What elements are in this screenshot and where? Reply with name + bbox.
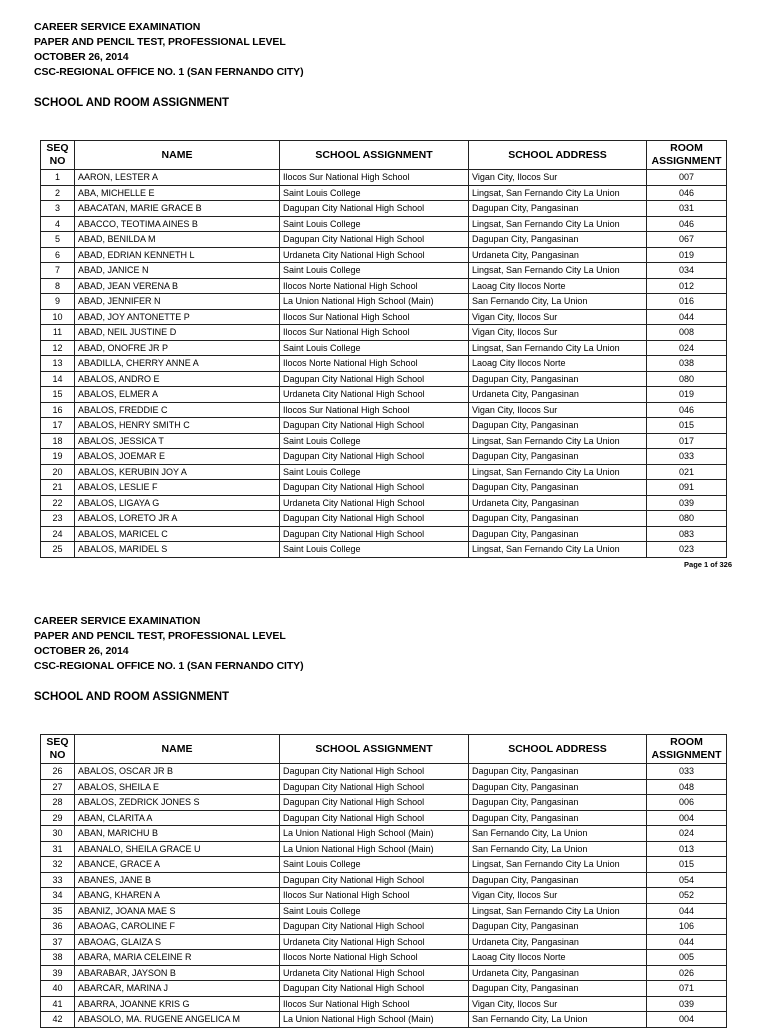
- name-cell: ABADILLA, CHERRY ANNE A: [75, 356, 280, 372]
- room-assignment-cell: 080: [647, 371, 727, 387]
- school-assignment-cell: Saint Louis College: [280, 542, 469, 558]
- exam-date: OCTOBER 26, 2014: [34, 645, 129, 657]
- table-row: [41, 387, 727, 403]
- room-assignment-cell: 033: [647, 764, 727, 780]
- table-row: [41, 526, 727, 542]
- school-assignment-cell: Dagupan City National High School: [280, 981, 469, 997]
- table-row: [41, 418, 727, 434]
- name-cell: ABANALO, SHEILA GRACE U: [75, 841, 280, 857]
- room-assignment-cell: 034: [647, 263, 727, 279]
- regional-office: CSC-REGIONAL OFFICE NO. 1 (SAN FERNANDO CITY): [34, 660, 304, 672]
- school-address-cell: Lingsat, San Fernando City La Union: [469, 340, 647, 356]
- seq-no-cell: 36: [41, 919, 75, 935]
- room-assignment-cell: 008: [647, 325, 727, 341]
- seq-no-cell: 3: [41, 201, 75, 217]
- name-cell: ABALOS, ZEDRICK JONES S: [75, 795, 280, 811]
- room-assignment-cell: 019: [647, 387, 727, 403]
- table-row: [41, 857, 727, 873]
- seq-no-cell: 15: [41, 387, 75, 403]
- seq-no-cell: 27: [41, 779, 75, 795]
- school-address-cell: Urdaneta City, Pangasinan: [469, 495, 647, 511]
- seq-no-cell: 35: [41, 903, 75, 919]
- seq-no-cell: 20: [41, 464, 75, 480]
- school-assignment-cell: Saint Louis College: [280, 857, 469, 873]
- school-address-cell: Dagupan City, Pangasinan: [469, 764, 647, 780]
- school-assignment-cell: Ilocos Sur National High School: [280, 170, 469, 186]
- section-title: SCHOOL AND ROOM ASSIGNMENT: [34, 97, 230, 109]
- school-assignment-cell: Dagupan City National High School: [280, 919, 469, 935]
- school-address-cell: Urdaneta City, Pangasinan: [469, 934, 647, 950]
- school-address-cell: Laoag City Ilocos Norte: [469, 950, 647, 966]
- table-row: [41, 1012, 727, 1028]
- room-assignment-cell: 004: [647, 810, 727, 826]
- name-cell: ABARA, MARIA CELEINE R: [75, 950, 280, 966]
- room-assignment-cell: 106: [647, 919, 727, 935]
- room-assignment-cell: 044: [647, 903, 727, 919]
- school-address-cell: Dagupan City, Pangasinan: [469, 371, 647, 387]
- school-assignment-cell: Ilocos Sur National High School: [280, 325, 469, 341]
- header-room-assignment: ROOM ASSIGNMENT: [647, 735, 727, 764]
- room-assignment-cell: 039: [647, 495, 727, 511]
- name-cell: ABANES, JANE B: [75, 872, 280, 888]
- school-address-cell: Vigan City, Ilocos Sur: [469, 402, 647, 418]
- name-cell: ABARRA, JOANNE KRIS G: [75, 996, 280, 1012]
- school-assignment-cell: Saint Louis College: [280, 464, 469, 480]
- room-assignment-cell: 021: [647, 464, 727, 480]
- name-cell: ABAD, ONOFRE JR P: [75, 340, 280, 356]
- seq-no-cell: 42: [41, 1012, 75, 1028]
- room-assignment-cell: 015: [647, 418, 727, 434]
- table-row: [41, 810, 727, 826]
- name-cell: AARON, LESTER A: [75, 170, 280, 186]
- room-assignment-cell: 039: [647, 996, 727, 1012]
- school-assignment-cell: Dagupan City National High School: [280, 371, 469, 387]
- header-school-assignment: SCHOOL ASSIGNMENT: [280, 141, 469, 170]
- school-assignment-cell: Ilocos Norte National High School: [280, 356, 469, 372]
- table-row: [41, 826, 727, 842]
- school-address-cell: San Fernando City, La Union: [469, 294, 647, 310]
- name-cell: ABANIZ, JOANA MAE S: [75, 903, 280, 919]
- room-assignment-cell: 052: [647, 888, 727, 904]
- room-assignment-cell: 017: [647, 433, 727, 449]
- school-assignment-cell: La Union National High School (Main): [280, 826, 469, 842]
- name-cell: ABALOS, ANDRO E: [75, 371, 280, 387]
- name-cell: ABAD, EDRIAN KENNETH L: [75, 247, 280, 263]
- table-row: [41, 542, 727, 558]
- room-assignment-cell: 044: [647, 309, 727, 325]
- room-assignment-cell: 019: [647, 247, 727, 263]
- table-row: [41, 325, 727, 341]
- room-assignment-cell: 038: [647, 356, 727, 372]
- name-cell: ABALOS, MARICEL C: [75, 526, 280, 542]
- table-row: [41, 950, 727, 966]
- school-address-cell: Dagupan City, Pangasinan: [469, 526, 647, 542]
- school-address-cell: Dagupan City, Pangasinan: [469, 795, 647, 811]
- school-address-cell: Lingsat, San Fernando City La Union: [469, 857, 647, 873]
- table-row: [41, 965, 727, 981]
- name-cell: ABANG, KHAREN A: [75, 888, 280, 904]
- exam-date: OCTOBER 26, 2014: [34, 51, 129, 63]
- school-address-cell: Urdaneta City, Pangasinan: [469, 247, 647, 263]
- seq-no-cell: 38: [41, 950, 75, 966]
- room-assignment-cell: 046: [647, 402, 727, 418]
- table-row: [41, 872, 727, 888]
- exam-title: CAREER SERVICE EXAMINATION: [34, 615, 201, 627]
- header-name: NAME: [75, 735, 280, 764]
- seq-no-cell: 12: [41, 340, 75, 356]
- school-address-cell: Laoag City Ilocos Norte: [469, 278, 647, 294]
- school-assignment-cell: Dagupan City National High School: [280, 872, 469, 888]
- name-cell: ABALOS, FREDDIE C: [75, 402, 280, 418]
- school-address-cell: Vigan City, Ilocos Sur: [469, 325, 647, 341]
- page-header: [34, 614, 303, 674]
- room-assignment-cell: 071: [647, 981, 727, 997]
- seq-no-cell: 4: [41, 216, 75, 232]
- school-address-cell: Vigan City, Ilocos Sur: [469, 309, 647, 325]
- seq-no-cell: 32: [41, 857, 75, 873]
- seq-no-cell: 24: [41, 526, 75, 542]
- school-address-cell: Laoag City Ilocos Norte: [469, 356, 647, 372]
- name-cell: ABALOS, HENRY SMITH C: [75, 418, 280, 434]
- name-cell: ABASOLO, MA. RUGENE ANGELICA M: [75, 1012, 280, 1028]
- header-school-address: SCHOOL ADDRESS: [469, 735, 647, 764]
- school-address-cell: Vigan City, Ilocos Sur: [469, 888, 647, 904]
- school-address-cell: San Fernando City, La Union: [469, 826, 647, 842]
- school-assignment-cell: Ilocos Sur National High School: [280, 996, 469, 1012]
- table-row: [41, 495, 727, 511]
- name-cell: ABALOS, LORETO JR A: [75, 511, 280, 527]
- table-row: [41, 340, 727, 356]
- school-assignment-cell: Dagupan City National High School: [280, 201, 469, 217]
- school-assignment-cell: Ilocos Sur National High School: [280, 402, 469, 418]
- name-cell: ABAD, JENNIFER N: [75, 294, 280, 310]
- name-cell: ABA, MICHELLE E: [75, 185, 280, 201]
- room-assignment-cell: 091: [647, 480, 727, 496]
- school-address-cell: Lingsat, San Fernando City La Union: [469, 464, 647, 480]
- school-address-cell: Lingsat, San Fernando City La Union: [469, 185, 647, 201]
- name-cell: ABAN, MARICHU B: [75, 826, 280, 842]
- school-assignment-cell: Saint Louis College: [280, 433, 469, 449]
- header-school-address: SCHOOL ADDRESS: [469, 141, 647, 170]
- school-assignment-cell: Saint Louis College: [280, 340, 469, 356]
- table-row: [41, 903, 727, 919]
- school-assignment-cell: Saint Louis College: [280, 216, 469, 232]
- school-address-cell: Dagupan City, Pangasinan: [469, 810, 647, 826]
- seq-no-cell: 23: [41, 511, 75, 527]
- school-assignment-cell: Urdaneta City National High School: [280, 387, 469, 403]
- school-address-cell: Urdaneta City, Pangasinan: [469, 387, 647, 403]
- name-cell: ABALOS, JESSICA T: [75, 433, 280, 449]
- table-row: [41, 433, 727, 449]
- header-seq-no: SEQ NO: [41, 735, 75, 764]
- table-row: [41, 764, 727, 780]
- seq-no-cell: 22: [41, 495, 75, 511]
- room-assignment-cell: 007: [647, 170, 727, 186]
- seq-no-cell: 33: [41, 872, 75, 888]
- school-assignment-cell: Dagupan City National High School: [280, 418, 469, 434]
- school-assignment-cell: Dagupan City National High School: [280, 810, 469, 826]
- table-row: [41, 934, 727, 950]
- header-seq-no: SEQ NO: [41, 141, 75, 170]
- seq-no-cell: 31: [41, 841, 75, 857]
- school-address-cell: Vigan City, Ilocos Sur: [469, 996, 647, 1012]
- seq-no-cell: 40: [41, 981, 75, 997]
- school-assignment-cell: Saint Louis College: [280, 263, 469, 279]
- school-address-cell: Lingsat, San Fernando City La Union: [469, 263, 647, 279]
- seq-no-cell: 5: [41, 232, 75, 248]
- room-assignment-cell: 080: [647, 511, 727, 527]
- school-address-cell: Dagupan City, Pangasinan: [469, 511, 647, 527]
- room-assignment-cell: 083: [647, 526, 727, 542]
- room-assignment-cell: 026: [647, 965, 727, 981]
- school-address-cell: Lingsat, San Fernando City La Union: [469, 542, 647, 558]
- table-row: [41, 216, 727, 232]
- name-cell: ABALOS, KERUBIN JOY A: [75, 464, 280, 480]
- name-cell: ABAD, JANICE N: [75, 263, 280, 279]
- seq-no-cell: 9: [41, 294, 75, 310]
- school-address-cell: Dagupan City, Pangasinan: [469, 449, 647, 465]
- room-assignment-cell: 015: [647, 857, 727, 873]
- school-assignment-cell: Ilocos Sur National High School: [280, 309, 469, 325]
- table-row: [41, 356, 727, 372]
- room-assignment-cell: 023: [647, 542, 727, 558]
- name-cell: ABACCO, TEOTIMA AINES B: [75, 216, 280, 232]
- school-assignment-cell: Dagupan City National High School: [280, 764, 469, 780]
- table-row: [41, 170, 727, 186]
- table-row: [41, 263, 727, 279]
- table-row: [41, 779, 727, 795]
- name-cell: ABALOS, LIGAYA G: [75, 495, 280, 511]
- name-cell: ABAN, CLARITA A: [75, 810, 280, 826]
- table-body: [41, 170, 727, 558]
- table-row: [41, 996, 727, 1012]
- table-row: [41, 841, 727, 857]
- seq-no-cell: 29: [41, 810, 75, 826]
- header-school-assignment: SCHOOL ASSIGNMENT: [280, 735, 469, 764]
- school-assignment-cell: Dagupan City National High School: [280, 795, 469, 811]
- assignment-table: [40, 140, 727, 558]
- school-address-cell: Dagupan City, Pangasinan: [469, 201, 647, 217]
- room-assignment-cell: 054: [647, 872, 727, 888]
- school-address-cell: Dagupan City, Pangasinan: [469, 919, 647, 935]
- seq-no-cell: 18: [41, 433, 75, 449]
- school-address-cell: Dagupan City, Pangasinan: [469, 779, 647, 795]
- name-cell: ABACATAN, MARIE GRACE B: [75, 201, 280, 217]
- room-assignment-cell: 046: [647, 185, 727, 201]
- table-row: [41, 464, 727, 480]
- school-assignment-cell: Dagupan City National High School: [280, 232, 469, 248]
- page-number: Page 1 of 326: [684, 560, 732, 569]
- school-assignment-cell: Dagupan City National High School: [280, 480, 469, 496]
- name-cell: ABALOS, OSCAR JR B: [75, 764, 280, 780]
- table-row: [41, 278, 727, 294]
- school-assignment-cell: Dagupan City National High School: [280, 511, 469, 527]
- document-page-2: [0, 594, 768, 1024]
- room-assignment-cell: 031: [647, 201, 727, 217]
- name-cell: ABANCE, GRACE A: [75, 857, 280, 873]
- table-row: [41, 309, 727, 325]
- room-assignment-cell: 006: [647, 795, 727, 811]
- room-assignment-cell: 016: [647, 294, 727, 310]
- name-cell: ABALOS, MARIDEL S: [75, 542, 280, 558]
- school-assignment-cell: Urdaneta City National High School: [280, 934, 469, 950]
- header-name: NAME: [75, 141, 280, 170]
- name-cell: ABAD, BENILDA M: [75, 232, 280, 248]
- seq-no-cell: 39: [41, 965, 75, 981]
- school-assignment-cell: Ilocos Norte National High School: [280, 278, 469, 294]
- seq-no-cell: 28: [41, 795, 75, 811]
- name-cell: ABAD, JOY ANTONETTE P: [75, 309, 280, 325]
- seq-no-cell: 13: [41, 356, 75, 372]
- table-header-row: [41, 141, 727, 170]
- table-row: [41, 185, 727, 201]
- seq-no-cell: 37: [41, 934, 75, 950]
- school-address-cell: Lingsat, San Fernando City La Union: [469, 433, 647, 449]
- name-cell: ABALOS, LESLIE F: [75, 480, 280, 496]
- table-row: [41, 371, 727, 387]
- table-row: [41, 247, 727, 263]
- room-assignment-cell: 033: [647, 449, 727, 465]
- school-address-cell: Urdaneta City, Pangasinan: [469, 965, 647, 981]
- table-row: [41, 981, 727, 997]
- table-row: [41, 294, 727, 310]
- header-room-assignment: ROOM ASSIGNMENT: [647, 141, 727, 170]
- section-title: SCHOOL AND ROOM ASSIGNMENT: [34, 691, 230, 703]
- room-assignment-cell: 005: [647, 950, 727, 966]
- seq-no-cell: 41: [41, 996, 75, 1012]
- table-row: [41, 888, 727, 904]
- school-address-cell: San Fernando City, La Union: [469, 1012, 647, 1028]
- room-assignment-cell: 067: [647, 232, 727, 248]
- name-cell: ABAOAG, GLAIZA S: [75, 934, 280, 950]
- school-address-cell: Dagupan City, Pangasinan: [469, 981, 647, 997]
- page-header: [34, 20, 303, 80]
- school-address-cell: Dagupan City, Pangasinan: [469, 232, 647, 248]
- table-row: [41, 919, 727, 935]
- seq-no-cell: 7: [41, 263, 75, 279]
- room-assignment-cell: 013: [647, 841, 727, 857]
- table-row: [41, 480, 727, 496]
- room-assignment-cell: 024: [647, 826, 727, 842]
- table-row: [41, 795, 727, 811]
- table-row: [41, 511, 727, 527]
- room-assignment-cell: 046: [647, 216, 727, 232]
- room-assignment-cell: 044: [647, 934, 727, 950]
- seq-no-cell: 14: [41, 371, 75, 387]
- school-address-cell: Dagupan City, Pangasinan: [469, 418, 647, 434]
- table-row: [41, 402, 727, 418]
- room-assignment-cell: 012: [647, 278, 727, 294]
- school-assignment-cell: Urdaneta City National High School: [280, 495, 469, 511]
- seq-no-cell: 26: [41, 764, 75, 780]
- school-assignment-cell: La Union National High School (Main): [280, 1012, 469, 1028]
- table-header-row: [41, 735, 727, 764]
- table-row: [41, 201, 727, 217]
- seq-no-cell: 19: [41, 449, 75, 465]
- table-body: [41, 764, 727, 1028]
- seq-no-cell: 16: [41, 402, 75, 418]
- school-assignment-cell: Ilocos Norte National High School: [280, 950, 469, 966]
- exam-title: CAREER SERVICE EXAMINATION: [34, 21, 201, 33]
- school-assignment-cell: La Union National High School (Main): [280, 841, 469, 857]
- room-assignment-cell: 004: [647, 1012, 727, 1028]
- school-address-cell: San Fernando City, La Union: [469, 841, 647, 857]
- seq-no-cell: 34: [41, 888, 75, 904]
- seq-no-cell: 30: [41, 826, 75, 842]
- name-cell: ABARCAR, MARINA J: [75, 981, 280, 997]
- room-assignment-cell: 048: [647, 779, 727, 795]
- school-address-cell: Lingsat, San Fernando City La Union: [469, 216, 647, 232]
- school-assignment-cell: Dagupan City National High School: [280, 526, 469, 542]
- name-cell: ABALOS, SHEILA E: [75, 779, 280, 795]
- assignment-table: [40, 734, 727, 1028]
- school-address-cell: Dagupan City, Pangasinan: [469, 872, 647, 888]
- seq-no-cell: 2: [41, 185, 75, 201]
- seq-no-cell: 21: [41, 480, 75, 496]
- school-assignment-cell: Urdaneta City National High School: [280, 965, 469, 981]
- seq-no-cell: 1: [41, 170, 75, 186]
- name-cell: ABAOAG, CAROLINE F: [75, 919, 280, 935]
- exam-subtitle: PAPER AND PENCIL TEST, PROFESSIONAL LEVEL: [34, 36, 286, 48]
- name-cell: ABARABAR, JAYSON B: [75, 965, 280, 981]
- school-assignment-cell: Ilocos Sur National High School: [280, 888, 469, 904]
- school-assignment-cell: La Union National High School (Main): [280, 294, 469, 310]
- seq-no-cell: 17: [41, 418, 75, 434]
- school-address-cell: Lingsat, San Fernando City La Union: [469, 903, 647, 919]
- school-address-cell: Dagupan City, Pangasinan: [469, 480, 647, 496]
- school-assignment-cell: Saint Louis College: [280, 185, 469, 201]
- school-assignment-cell: Dagupan City National High School: [280, 449, 469, 465]
- name-cell: ABAD, JEAN VERENA B: [75, 278, 280, 294]
- seq-no-cell: 6: [41, 247, 75, 263]
- name-cell: ABALOS, JOEMAR E: [75, 449, 280, 465]
- school-assignment-cell: Urdaneta City National High School: [280, 247, 469, 263]
- table-row: [41, 449, 727, 465]
- exam-subtitle: PAPER AND PENCIL TEST, PROFESSIONAL LEVEL: [34, 630, 286, 642]
- seq-no-cell: 25: [41, 542, 75, 558]
- name-cell: ABAD, NEIL JUSTINE D: [75, 325, 280, 341]
- school-assignment-cell: Dagupan City National High School: [280, 779, 469, 795]
- seq-no-cell: 10: [41, 309, 75, 325]
- regional-office: CSC-REGIONAL OFFICE NO. 1 (SAN FERNANDO CITY): [34, 66, 304, 78]
- table-row: [41, 232, 727, 248]
- seq-no-cell: 8: [41, 278, 75, 294]
- school-assignment-cell: Saint Louis College: [280, 903, 469, 919]
- room-assignment-cell: 024: [647, 340, 727, 356]
- name-cell: ABALOS, ELMER A: [75, 387, 280, 403]
- school-address-cell: Vigan City, Ilocos Sur: [469, 170, 647, 186]
- seq-no-cell: 11: [41, 325, 75, 341]
